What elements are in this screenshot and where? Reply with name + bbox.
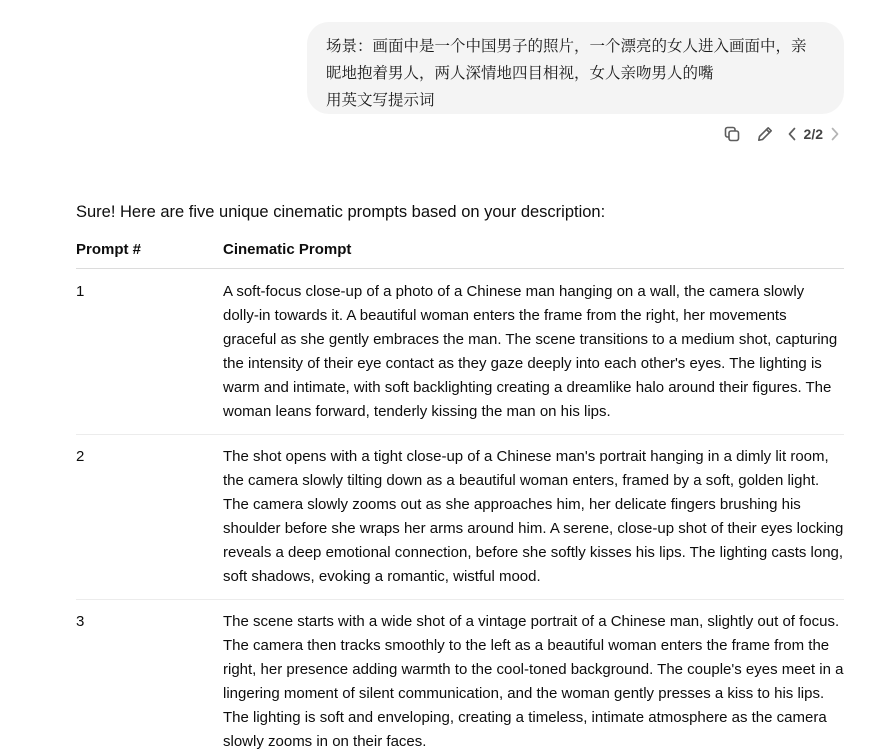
message-actions [722, 124, 842, 144]
table-row [76, 600, 844, 750]
prompt-text-cell: A soft-focus close-up of a photo of a Chinese man hanging on a wall, the camera slowly dolly-in towards it. A beautiful woman enters the frame from the right, her movements graceful as she gently embraces the man. The scene transitions to a medium shot, capturing the intensity of their eye contact as they gaze deeply into each other's eyes. The lighting is warm and intimate, with soft backlighting creating a dreamlike halo around their figures. The woman leans forward, tenderly kissing the man on his lips. [223, 269, 844, 435]
table-header-row [76, 238, 844, 269]
prompt-number-cell: 3 [76, 600, 223, 750]
user-message-bubble [307, 22, 844, 114]
previous-response-button[interactable] [785, 124, 799, 144]
table-row [76, 269, 844, 435]
user-message-line: 用英文写提示词 [326, 91, 435, 109]
response-count: 2/2 [803, 126, 823, 142]
copy-button[interactable] [722, 124, 742, 144]
prompts-table [76, 238, 844, 750]
prompt-number-cell: 1 [76, 269, 223, 435]
prompt-text-cell: The shot opens with a tight close-up of a Chinese man's portrait hanging in a dimly lit room, the camera slowly tilting down as a beautiful woman enters, framed by a soft, golden light. The camera slowly zooms out as she approaches him, her delicate fingers brushing his shoulder before she wraps her arms around him. A serene, close-up shot of their eyes locking reveals a deep emotional connection, before she softly kisses his lips. The lighting casts long, soft shadows, evoking a romantic, wistful mood. [223, 435, 844, 600]
next-response-button[interactable] [828, 124, 842, 144]
response-pager [785, 124, 842, 144]
table-row [76, 435, 844, 600]
prompt-number-cell: 2 [76, 435, 223, 600]
edit-button[interactable] [755, 124, 775, 144]
chevron-left-icon [787, 126, 797, 142]
column-header-prompt-number: Prompt # [76, 238, 223, 269]
assistant-intro: Sure! Here are five unique cinematic prompts based on your description: [76, 203, 606, 221]
user-message-line: 场景：画面中是一个中国男子的照片，一个漂亮的女人进入画面中，亲 [326, 37, 807, 55]
chevron-right-icon [830, 126, 840, 142]
copy-icon [723, 125, 741, 143]
pencil-icon [756, 125, 774, 143]
prompt-text-cell: The scene starts with a wide shot of a vintage portrait of a Chinese man, slightly out of focus. The camera then tracks smoothly to the left as a beautiful woman enters the frame from the right, her presence adding warmth to the cool-toned background. The couple's eyes meet in a lingering moment of silent communication, and the woman gently presses a kiss to his lips. The lighting is soft and enveloping, creating a timeless, intimate atmosphere as the camera slowly zooms in on their faces. [223, 600, 844, 750]
user-message-line: 昵地抱着男人，两人深情地四目相视，女人亲吻男人的嘴 [326, 64, 714, 82]
column-header-cinematic-prompt: Cinematic Prompt [223, 238, 844, 269]
assistant-message [76, 200, 844, 750]
